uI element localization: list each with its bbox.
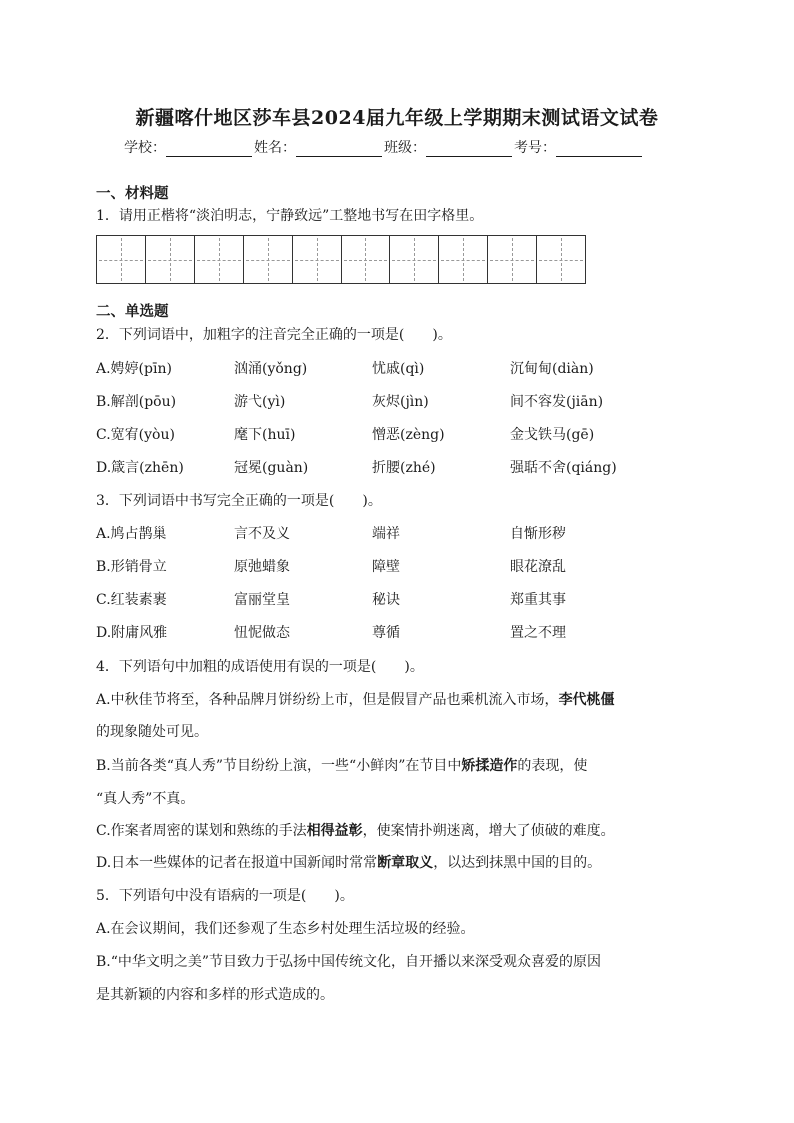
option-text: ，使案情扑朔迷离，增大了侦破的难度。 [362,823,615,839]
question-3-stem: 3．下列词语中书写完全正确的一项是( )。 [96,493,382,509]
option-b-4: 间不容发(jiān) [510,394,604,410]
option-b [96,755,696,775]
option-b-3: 灰烬(jìn) [372,394,429,410]
option-a-3: 端祥 [372,526,400,542]
option-a-2: 汹涌(yǒng) [234,361,308,377]
bold-idiom: 矫揉造作 [461,758,518,774]
option-d [96,852,696,872]
option-text: A.中秋佳节将至，各种品牌月饼纷纷上市，但是假冒产品也乘机流入市场， [96,692,559,708]
student-info-line [124,137,644,157]
option-b-4: 眼花潦乱 [510,559,566,575]
option-b: B.“中华文明之美”节目致力于弘扬中国传统文化，自开播以来深受观众喜爱的原因 [96,954,602,970]
question-1-stem: 1．请用正楷将“淡泊明志，宁静致远”工整地书写在田字格里。 [96,208,484,224]
class-label: 班级： [384,140,426,156]
option-d-4: 强聒不舍(qiáng) [510,460,617,476]
exam-number-label: 考号： [514,140,556,156]
option-a-4: 沉甸甸(diàn) [510,361,594,377]
name-blank[interactable] [296,141,382,157]
bold-idiom: 李代桃僵 [558,692,615,708]
exam-number-blank[interactable] [556,141,642,157]
grid-cell[interactable] [390,236,439,283]
grid-cell[interactable] [97,236,146,283]
option-c-1: C.红装素裹 [96,592,167,608]
option-text: C.作案者周密的谋划和熟练的手法 [96,823,307,839]
grid-cell[interactable] [439,236,488,283]
school-blank[interactable] [166,141,252,157]
school-label: 学校： [124,140,166,156]
option-a-4: 自惭形秽 [510,526,566,542]
option-b-cont: “真人秀”不真。 [96,791,195,807]
option-c-4: 郑重其事 [510,592,566,608]
option-c-3: 秘诀 [372,592,400,608]
option-text: D.日本一些媒体的记者在报道中国新闻时常常 [96,855,378,871]
option-c-2: 富丽堂皇 [234,592,290,608]
grid-cell[interactable] [146,236,195,283]
option-d-3: 折腰(zhé) [372,460,436,476]
option-a-1: A.娉婷(pīn) [96,361,172,377]
section-heading: 二、单选题 [96,304,169,320]
option-b-cont: 是其新颖的内容和多样的形式造成的。 [96,987,334,1003]
option-b-1: B.形销骨立 [96,559,167,575]
option-d-2: 冠冕(guàn) [234,460,309,476]
option-d-3: 尊循 [372,625,400,641]
option-a-cont: 的现象随处可见。 [96,724,208,740]
option-d-1: D.箴言(zhēn) [96,460,184,476]
option-text: 的表现，使 [517,758,588,774]
option-b-2: 游弋(yì) [234,394,286,410]
bold-idiom: 断章取义 [377,855,434,871]
exam-title: 新疆喀什地区莎车县2024届九年级上学期期末测试语文试卷 [135,107,659,129]
bold-idiom: 相得益彰 [306,823,363,839]
option-b-3: 障壁 [372,559,400,575]
grid-cell[interactable] [488,236,537,283]
option-c-3: 憎恶(zèng) [372,427,445,443]
grid-cell[interactable] [195,236,244,283]
option-a-2: 言不及义 [234,526,290,542]
grid-cell[interactable] [293,236,342,283]
option-c-2: 麾下(huī) [234,427,296,443]
option-c-4: 金戈铁马(gē) [510,427,595,443]
grid-cell[interactable] [537,236,585,283]
option-text: B.当前各类“真人秀”节目纷纷上演，一些“小鲜肉”在节目中 [96,758,462,774]
name-label: 姓名： [254,140,296,156]
option-a-1: A.鸠占鹊巢 [96,526,167,542]
option-b-1: B.解剖(pōu) [96,394,177,410]
option-d-1: D.附庸风雅 [96,625,168,641]
grid-cell[interactable] [244,236,293,283]
option-d-2: 忸怩做态 [234,625,290,641]
class-blank[interactable] [426,141,512,157]
grid-cell[interactable] [342,236,391,283]
option-c-1: C.宽宥(yòu) [96,427,175,443]
question-5-stem: 5．下列语句中没有语病的一项是( )。 [96,888,354,904]
option-d-4: 置之不理 [510,625,566,641]
section-heading: 一、材料题 [96,186,169,202]
question-4-stem: 4．下列语句中加粗的成语使用有误的一项是( )。 [96,659,424,675]
option-b-2: 原弛蜡象 [234,559,290,575]
option-c [96,820,696,840]
option-a-3: 忧戚(qì) [372,361,425,377]
option-text: ，以达到抹黑中国的目的。 [433,855,602,871]
option-a: A.在会议期间，我们还参观了生态乡村处理生活垃圾的经验。 [96,921,475,937]
tianzige-grid[interactable] [96,235,586,284]
question-2-stem: 2．下列词语中，加粗字的注音完全正确的一项是( )。 [96,327,452,343]
option-a [96,689,696,709]
